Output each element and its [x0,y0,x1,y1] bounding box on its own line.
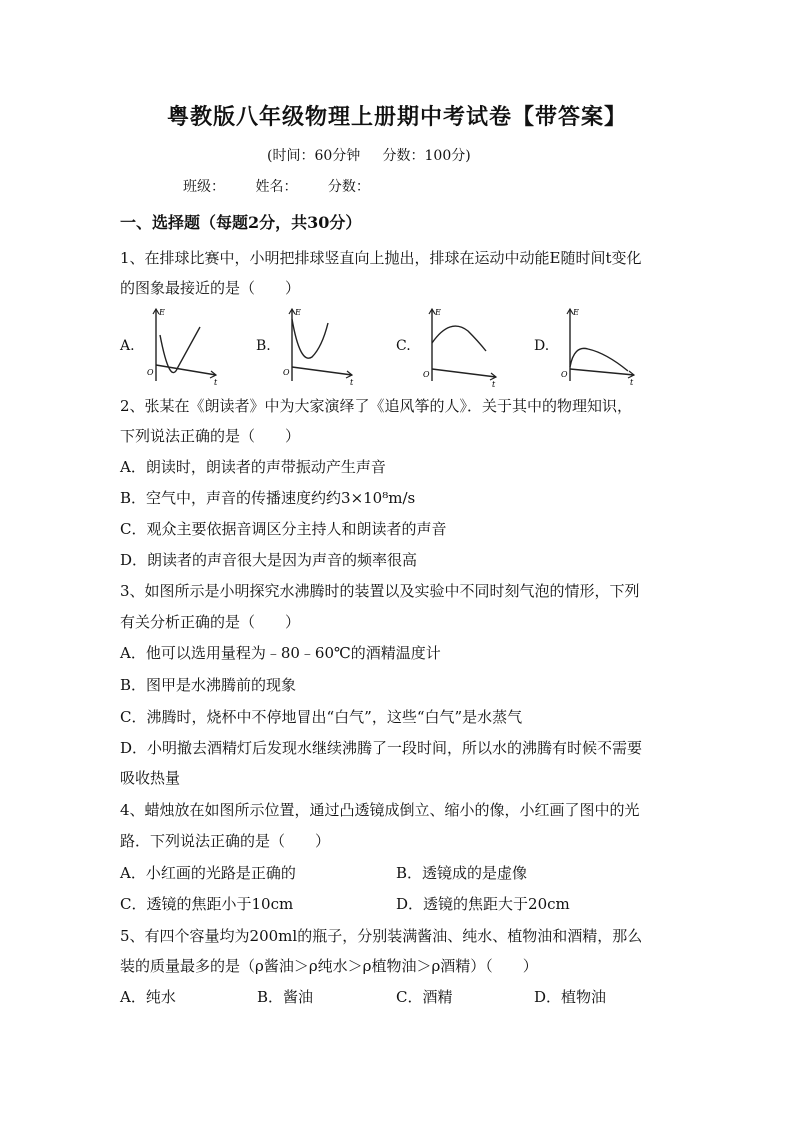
q2-text-line1: 2、张某在《朗读者》中为大家演绎了《追风筝的人》．关于其中的物理知识， [120,397,633,415]
origin-label: O [561,370,568,379]
q4-text-line1: 4、蜡烛放在如图所示位置，通过凸透镜成倒立、缩小的像，小红画了图中的光 [120,801,640,819]
q2-option-c: C．观众主要依据音调区分主持人和朗读者的声音 [120,520,447,538]
name-label: 姓名： [255,179,298,195]
q3-option-a: A．他可以选用量程为﹣80﹣60℃的酒精温度计 [120,644,441,662]
graph-d [558,305,638,387]
section-title: 一、选择题（每题2分，共30分） [120,213,362,232]
q2-option-b: B．空气中，声音的传播速度约约3×10⁸m/s [120,489,416,507]
page-title: 粤教版八年级物理上册期中考试卷【带答案】 [166,104,627,130]
q5-text-line2: 装的质量最多的是（ρ酱油＞ρ纯水＞ρ植物油＞ρ酒精）（ ） [120,957,538,975]
option-label: C. [396,338,411,354]
q1-text-line2: 的图象最接近的是（ ） [120,279,301,297]
q4-option-b: B．透镜成的是虚像 [396,864,528,882]
axis-y-label: E [295,308,301,317]
q2-option-a: A．朗读时，朗读者的声带振动产生声音 [120,458,386,476]
q2-text-line2: 下列说法正确的是（ ） [120,427,301,445]
q5-text-line1: 5、有四个容量均为200ml的瓶子，分别装满酱油、纯水、植物油和酒精，那么 [120,927,643,945]
score-label: 分数： [327,179,370,195]
axis-y-label: E [573,308,579,317]
axis-y-label: E [159,308,165,317]
q3-option-d-line1: D．小明撤去酒精灯后发现水继续沸腾了一段时间，所以水的沸腾有时候不需要 [120,739,643,757]
origin-label: O [283,368,290,377]
q2-option-d: D．朗读者的声音很大是因为声音的频率很高 [120,551,418,569]
q5-option-b: B．酱油 [257,988,314,1006]
graph-b [280,305,360,387]
graph-a [144,305,224,387]
q3-option-d-line2: 吸收热量 [120,769,181,787]
option-label: B. [256,338,271,354]
option-label: A. [120,338,135,354]
q3-text-line1: 3、如图所示是小明探究水沸腾时的装置以及实验中不同时刻气泡的情形，下列 [120,582,640,600]
q1-graph-options [120,305,640,387]
option-label: D. [534,338,550,354]
q3-option-b: B．图甲是水沸腾前的现象 [120,676,297,694]
q4-option-c: C．透镜的焦距小于10cm [120,895,294,913]
axis-x-label: t [214,378,218,387]
student-info [183,176,396,196]
origin-label: O [423,370,430,379]
exam-time-score: (时间：60分钟 分数：100分) [267,148,471,164]
q3-text-line2: 有关分析正确的是（ ） [120,613,301,631]
q3-option-c: C．沸腾时，烧杯中不停地冒出“白气”，这些“白气”是水蒸气 [120,708,523,726]
graph-c [420,305,500,387]
q4-option-a: A．小红画的光路是正确的 [120,864,296,882]
q5-option-c: C．酒精 [396,988,453,1006]
axis-x-label: t [350,378,354,387]
axis-y-label: E [435,308,441,317]
q5-option-d: D．植物油 [534,988,607,1006]
q5-option-a: A．纯水 [120,988,176,1006]
q1-text-line1: 1、在排球比赛中，小明把排球竖直向上抛出，排球在运动中动能E随时间t变化 [120,249,642,267]
q4-text-line2: 路．下列说法正确的是（ ） [120,832,331,850]
q4-option-d: D．透镜的焦距大于20cm [396,895,570,913]
axis-x-label: t [492,380,496,387]
class-label: 班级： [183,179,225,195]
axis-x-label: t [630,378,634,387]
origin-label: O [147,368,154,377]
